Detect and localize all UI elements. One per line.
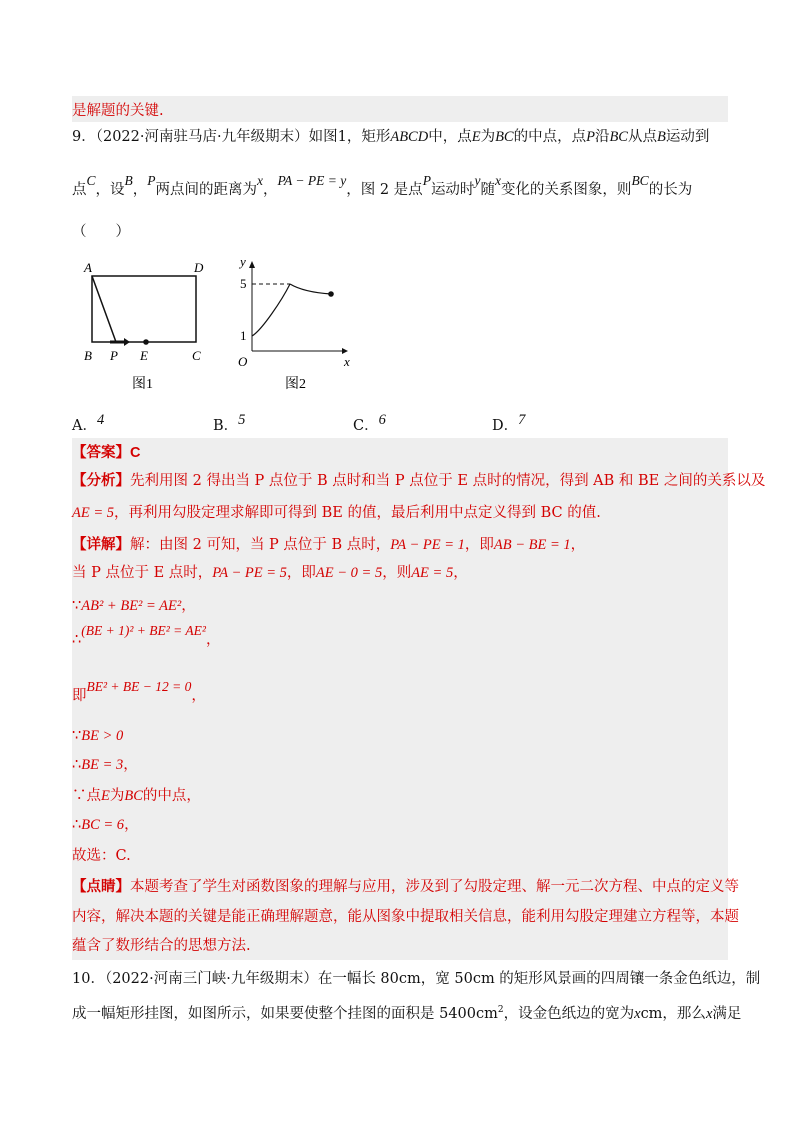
q9-text: ，图 2 是点 [346,182,423,198]
analysis-line-1 [72,471,766,491]
q9-line-2 [72,173,732,200]
label-a: A [84,260,92,275]
detail-text: ，即 [464,537,494,553]
detail-text: 的中点， [142,788,201,804]
q9-text: 运动到 [665,129,710,145]
answer-value: C [130,445,141,461]
option-label: A． [72,418,97,434]
option-c [353,414,386,435]
detail-line-2 [72,563,732,583]
detail-line-7 [72,755,732,775]
analysis-equation: AE = 5 [72,505,114,521]
analysis-line-2 [72,503,732,523]
q10-line-2 [72,1000,742,1024]
detail-text: ， [124,817,139,833]
q9-math: BC [609,129,628,145]
detail-text: 当 P 点位于 E 点时， [72,565,213,581]
q9-math: BC [495,129,514,145]
q9-text: 沿 [594,129,610,145]
analysis-text: ，再利用勾股定理求解即可得到 BE 的值，最后利用中点定义得到 BC 的值. [114,505,601,521]
q9-math: P [586,129,595,145]
label-b: B [84,348,92,363]
q9-text: 从点 [627,129,657,145]
q9-math: P [422,173,431,188]
detail-text: 即 [72,688,87,704]
detail-text: ，则 [382,565,412,581]
figure-1-rectangle [83,260,204,392]
q10-superscript: 2 [497,1005,504,1015]
answer-tag: 【答案】 [72,444,130,461]
detail-text: ， [123,757,138,773]
previous-solution-tail: 是解题的关键. [72,103,164,119]
origin-label: O [238,354,248,369]
detail-equation: (BE + 1)² + BE² = AE² [81,623,206,638]
detail-line-10: 故选：C. [72,848,131,864]
q9-text: ，设 [95,182,125,198]
option-label: D． [492,418,519,434]
because-symbol: ∵ [72,728,82,744]
q9-math: BC [631,173,649,188]
option-d [492,414,525,435]
because-symbol: ∵ [72,598,82,614]
detail-equation: AB² + BE² = AE² [81,598,182,614]
q9-math: B [124,173,133,188]
option-label: B． [213,418,239,434]
option-value: 7 [518,412,526,428]
q9-text: 两点间的距离为 [155,182,258,198]
q9-text: ， [132,182,148,198]
detail-line-5 [72,679,732,706]
detail-line-3 [72,596,732,616]
detail-equation: BE² + BE − 12 = 0 [86,679,192,694]
q9-math: y [474,173,481,188]
y-axis-arrow-icon [249,261,255,268]
q10-text: 在一幅长 80cm，宽 50cm 的矩形风景画的四周镶一条金色纸边，制 [317,971,761,987]
therefore-symbol: ∴ [72,817,82,833]
q9-text: 中，点 [428,129,472,145]
rectangle-abcd [92,276,196,342]
detail-line-4 [72,623,732,650]
q9-math: E [471,129,481,145]
q10-line-1 [72,969,761,989]
detail-equation: PA − PE = 1 [390,537,465,553]
curve-falling [290,284,331,294]
detail-text: ， [205,632,221,648]
figure-1-caption: 图1 [132,377,153,392]
option-a [72,414,104,435]
curve-rising [252,284,290,336]
detail-line-1 [72,535,732,555]
figure-2-caption: 图2 [285,377,306,392]
q9-text: 随 [480,182,495,198]
detail-text: ， [570,537,586,553]
detail-equation: BE = 3 [81,757,124,773]
q9-math: x [257,173,264,188]
q9-text: 为 [480,129,496,145]
detail-equation: PA − PE = 5 [212,565,287,581]
q9-math: B [656,129,666,145]
detail-text: ， [453,565,468,581]
detail-text: ，即 [286,565,316,581]
therefore-symbol: ∴ [72,632,82,648]
q10-source: （2022·河南三门峡·九年级期末） [104,971,318,987]
q9-math: ABCD [390,129,429,145]
option-value: 4 [96,412,105,428]
detail-text: 解：由图 2 可知，当 P 点位于 B 点时， [130,537,391,553]
detail-text: 为 [109,788,125,804]
segment-ap [92,276,116,342]
label-p: P [110,348,118,363]
q10-math: x [705,1005,713,1022]
arrow-head-icon [124,338,130,346]
q9-math: x [494,173,501,188]
comment-text: 本题考查了学生对函数图象的理解与应用，涉及到了勾股定理、解一元二次方程、中点的定义等 [130,879,739,895]
analysis-text: 先利用图 2 得出当 P 点位于 B 点时和当 P 点位于 E 点时的情况，得到 AB 和 BE 之间的关系以及 [130,473,766,489]
q9-text: 变化的关系图象，则 [500,182,632,198]
comment-line-3: 蕴含了数形结合的思想方法. [72,938,251,954]
comment-tag: 【点睛】 [72,878,130,895]
q9-source: （2022·河南驻马店·九年级期末） [95,129,309,145]
label-c: C [192,348,201,363]
tick-label-1: 1 [240,328,247,343]
detail-equation: BC = 6 [81,817,125,833]
q9-equation: PA − PE = y [277,173,347,188]
q9-text: 如图1，矩形 [308,129,391,145]
q10-text: 成一幅矩形挂图，如图所示，如果要使整个挂图的面积是 5400cm [72,1005,498,1022]
q9-answer-blank: （ ） [72,224,130,240]
detail-text: ， [191,688,206,704]
q10-text: cm，那么 [640,1005,706,1022]
q9-text: 的中点，点 [513,129,587,145]
q9-text: 点 [72,182,87,198]
option-label: C． [353,418,379,434]
option-value: 5 [238,412,246,428]
detail-line-6 [72,726,732,746]
detail-equation: AB − BE = 1 [493,537,571,553]
tick-label-5: 5 [240,276,247,291]
comment-line-2: 内容，解决本题的关键是能正确理解题意，能从图象中提取相关信息，能利用勾股定理建立方程等，本题 [72,909,739,925]
detail-line-8 [72,786,732,806]
q10-text: ，设金色纸边的宽为 [503,1005,635,1022]
detail-tag: 【详解】 [72,536,130,553]
detail-line-9 [72,815,732,835]
q10-number: 10． [72,971,105,987]
detail-equation: AE − 0 = 5 [315,565,383,581]
detail-equation: BE > 0 [81,728,124,744]
q9-figures [80,252,380,402]
point-e-dot [143,339,149,345]
q9-text: ， [263,182,278,198]
q9-math: P [147,173,156,188]
detail-math: E [101,788,110,804]
because-symbol: ∵ [72,788,87,804]
figure-2-graph [238,254,350,392]
answer-line [72,443,732,463]
label-d: D [194,260,204,275]
curve-end-dot [328,291,334,297]
axis-label-y: y [240,254,246,269]
q10-text: 满足 [712,1005,742,1022]
analysis-tag: 【分析】 [72,472,130,489]
q9-line-1 [72,127,732,147]
label-e: E [140,348,148,363]
therefore-symbol: ∴ [72,757,82,773]
q10-math: x [634,1005,641,1022]
comment-line-1 [72,877,739,897]
option-b [213,414,245,435]
q9-math: C [86,173,96,188]
detail-math: BC [124,788,143,804]
detail-equation: AE = 5 [411,565,454,581]
q9-number: 9． [72,129,96,145]
q9-text: 运动时 [430,182,475,198]
detail-text: ， [181,598,196,614]
q9-text: 的长为 [648,182,693,198]
option-value: 6 [378,412,386,428]
detail-text: 点 [86,788,101,804]
axis-label-x: x [344,354,350,369]
